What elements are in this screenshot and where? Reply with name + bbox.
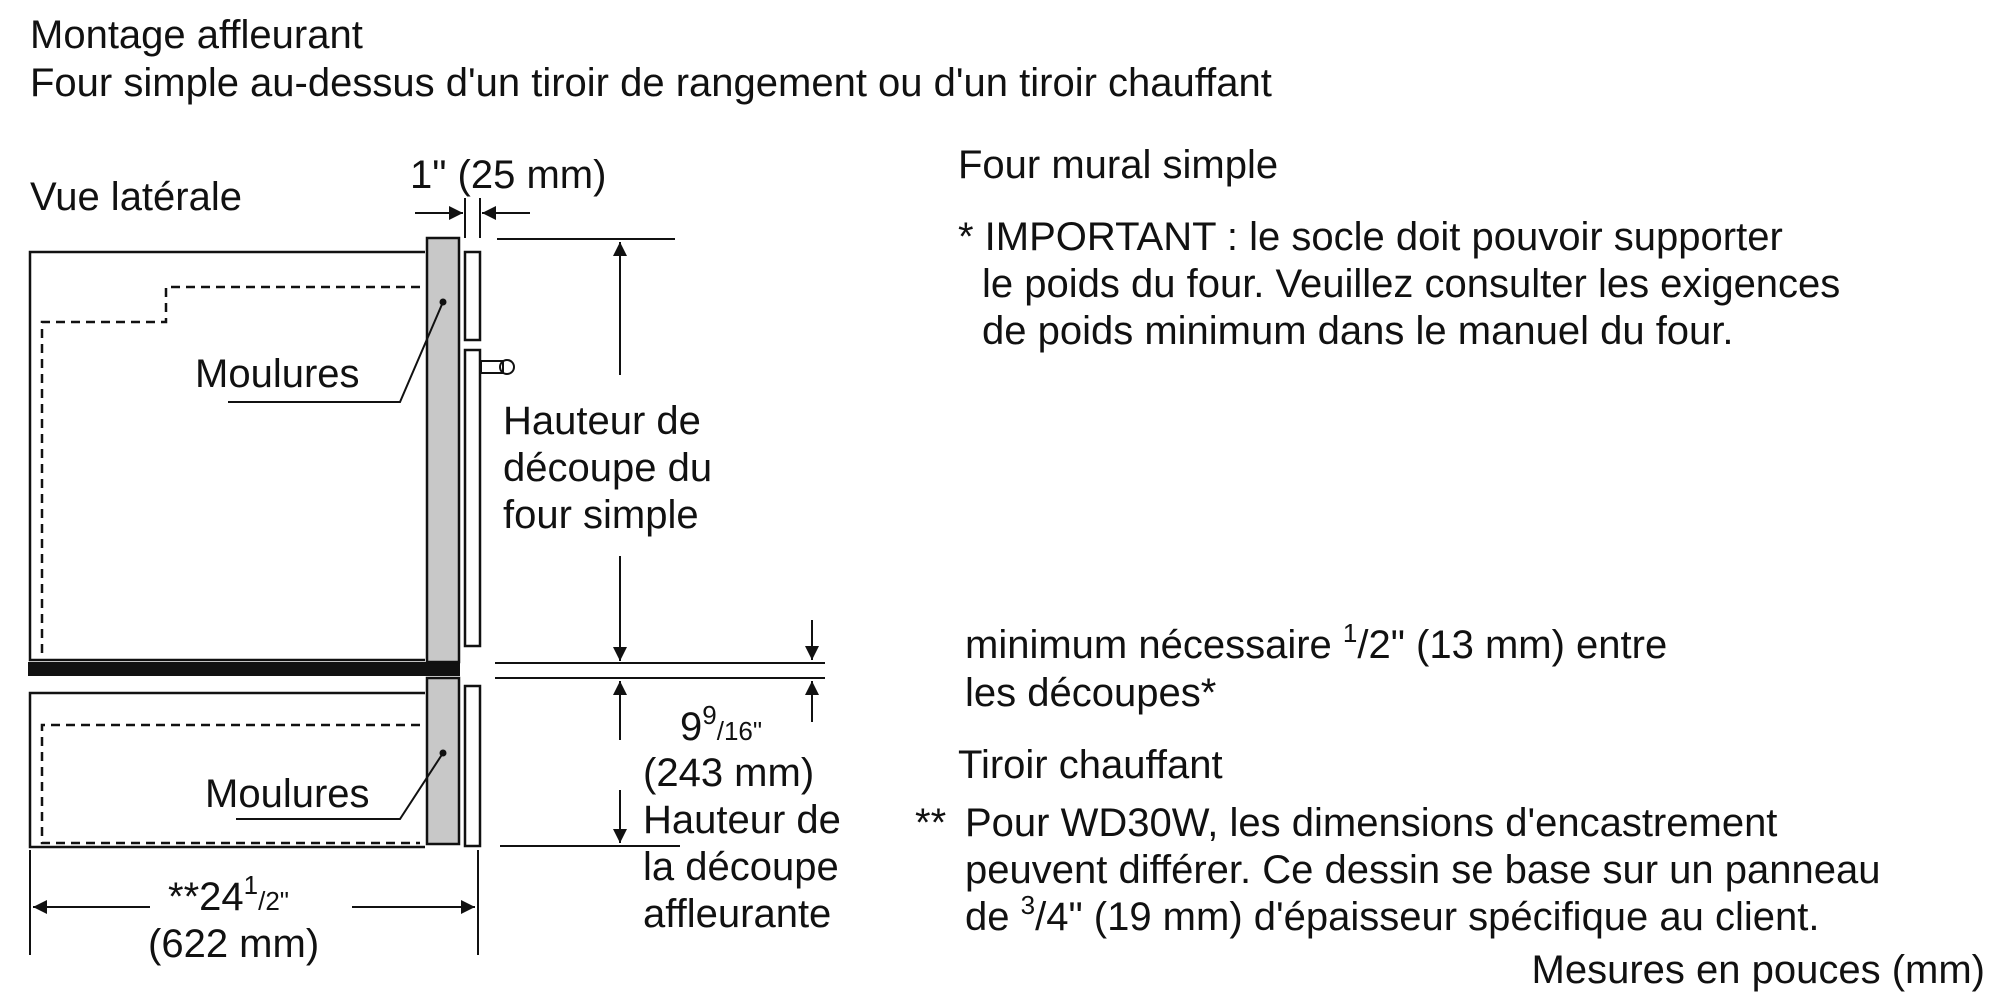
drawer-cutout-mm: (243 mm) xyxy=(643,751,815,795)
warming-drawer-marker: ** xyxy=(915,801,947,845)
oven-cutout-label-2: découpe du xyxy=(503,446,713,490)
warming-drawer-title: Tiroir chauffant xyxy=(958,743,1223,787)
oven-cutout-label-3: four simple xyxy=(503,493,699,537)
side-view-label: Vue latérale xyxy=(30,175,242,219)
lower-molding-dot xyxy=(440,750,447,757)
drawer-cabinet xyxy=(30,693,425,847)
units-note: Mesures en pouces (mm) xyxy=(1531,948,1985,992)
oven-door-top xyxy=(465,252,480,340)
oven-cabinet xyxy=(30,252,425,660)
lower-molding xyxy=(427,678,459,844)
oven-cutout-label-1: Hauteur de xyxy=(503,399,701,443)
drawer-cutout-label-1: Hauteur de xyxy=(643,798,841,842)
upper-molding-label: Moulures xyxy=(195,352,360,396)
warming-drawer-note-2: peuvent différer. Ce dessin se base sur un panneau xyxy=(965,848,1881,892)
oven-door xyxy=(465,350,480,646)
wall-oven-note-2: le poids du four. Veuillez consulter les exigences xyxy=(982,262,1841,306)
gap-dimension-label: 1" (25 mm) xyxy=(410,153,607,197)
diagram-subtitle: Four simple au-dessus d'un tiroir de rangement ou d'un tiroir chauffant xyxy=(30,61,1272,105)
minimum-gap-label-1: minimum nécessaire $^1$/2" (13 mm) entre xyxy=(965,618,1668,667)
minimum-gap-label-2: les découpes* xyxy=(965,671,1217,715)
lower-molding-label: Moulures xyxy=(205,772,370,816)
warming-drawer-note-3: de $^3$/4" (19 mm) d'épaisseur spécifique au client. xyxy=(965,890,1820,939)
drawer-cutout-value: $9^9_{/16"}$ xyxy=(680,700,763,749)
diagram-title: Montage affleurant xyxy=(30,13,363,57)
drawer-cutout-label-3: affleurante xyxy=(643,892,832,936)
wall-oven-note-3: de poids minimum dans le manuel du four. xyxy=(982,309,1734,353)
depth-dimension-value: $**24^1_{/2"}$ xyxy=(168,870,290,919)
cabinet-shelf xyxy=(28,662,460,676)
warming-drawer-note-1: Pour WD30W, les dimensions d'encastrement xyxy=(965,801,1778,845)
drawer-cutout-label-2: la découpe xyxy=(643,845,839,889)
depth-dimension-mm: (622 mm) xyxy=(148,922,320,966)
wall-oven-note-1: * IMPORTANT : le socle doit pouvoir supporter xyxy=(958,215,1783,259)
drawer-front xyxy=(465,686,480,846)
wall-oven-title: Four mural simple xyxy=(958,143,1279,187)
gap-dimension xyxy=(415,198,530,238)
minimum-gap-dimension xyxy=(495,620,825,722)
oven-handle-icon xyxy=(481,360,514,374)
upper-molding-dot xyxy=(440,299,447,306)
